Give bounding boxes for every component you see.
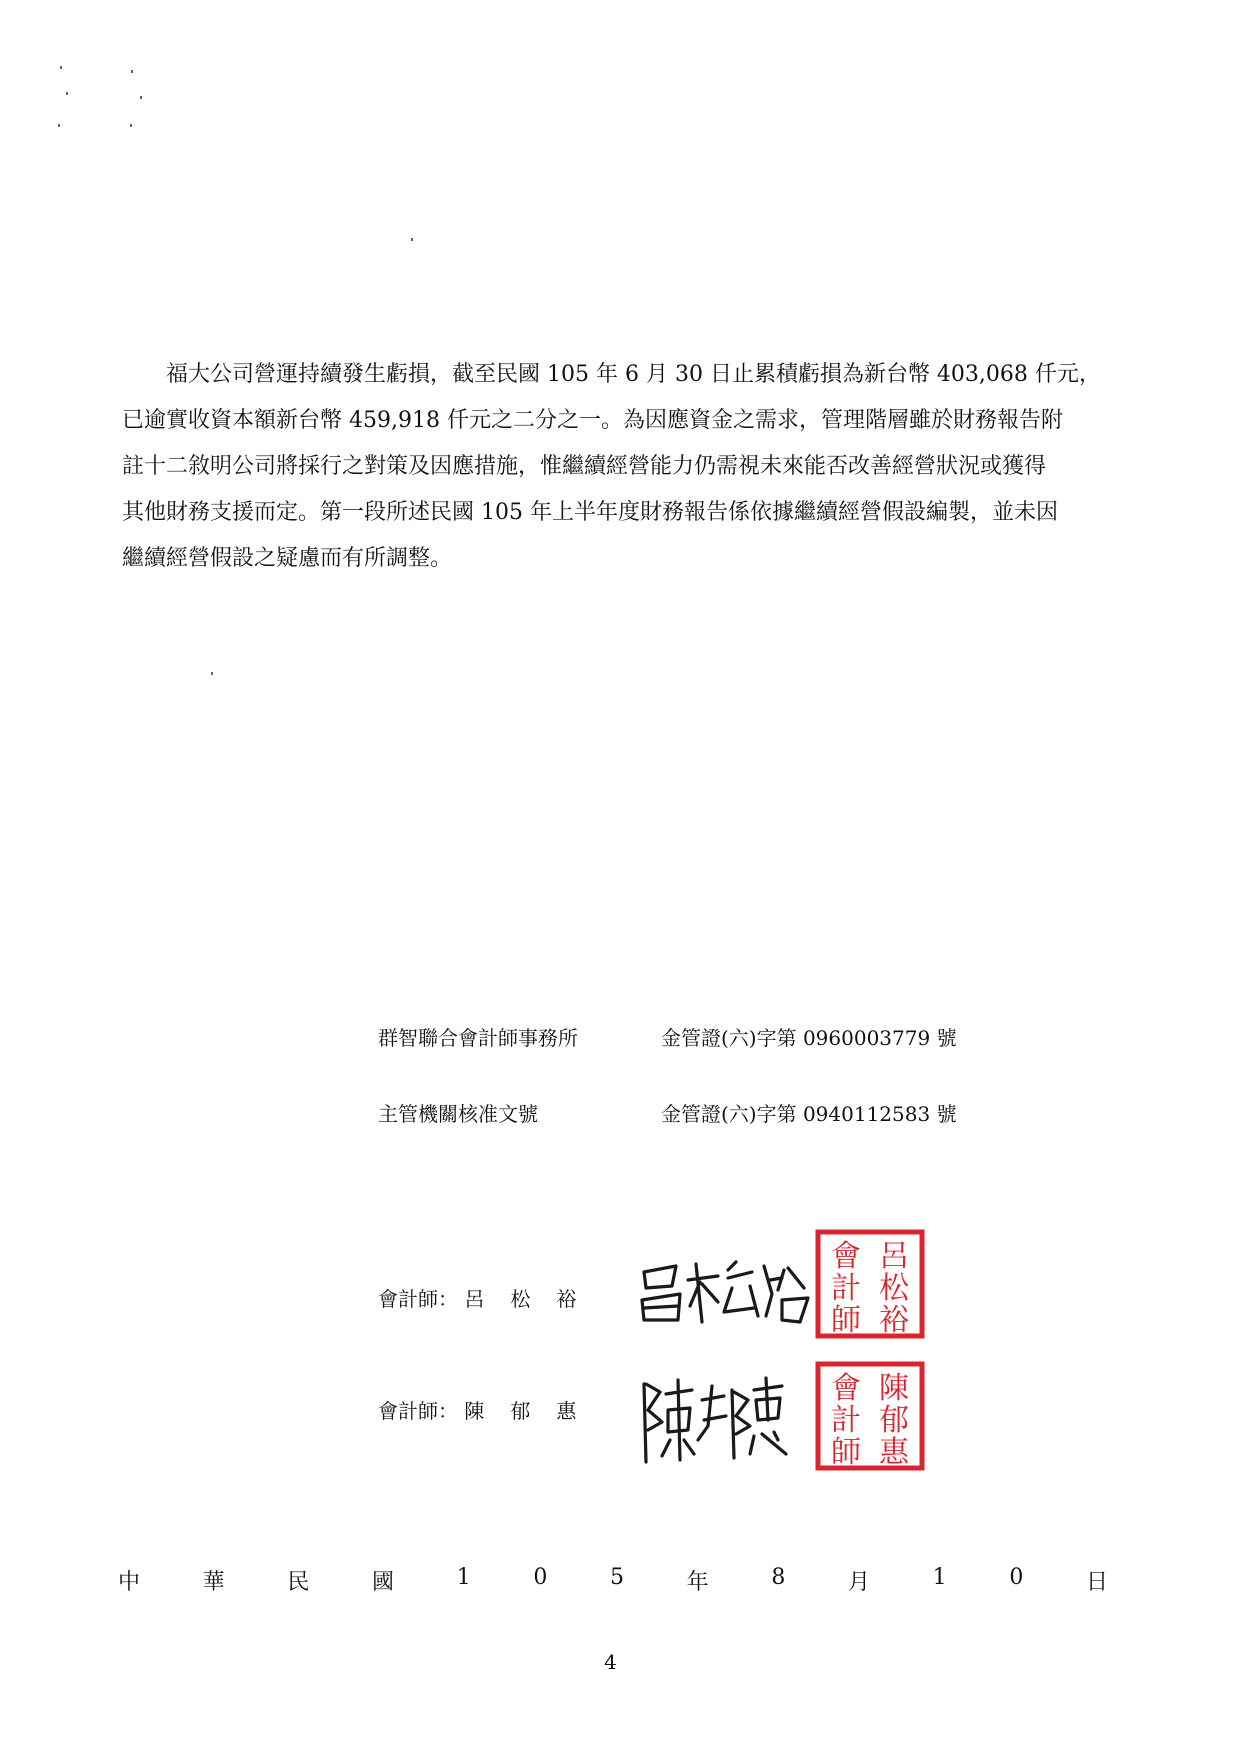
firm-license-number: 金管證(六)字第 0960003779 號 <box>661 1026 957 1050</box>
date-char: 0 <box>533 1565 548 1590</box>
scan-speck <box>211 672 213 675</box>
paragraph-line: 福大公司營運持續發生虧損，截至民國 105 年 6 月 30 日止累積虧損為新台幣 403,068 仟元， <box>166 362 1101 387</box>
seal-char: 惠 <box>879 1435 909 1470</box>
date-char: 民 <box>287 1570 310 1595</box>
seal-chen-yu-hui <box>814 1360 926 1472</box>
date-char: 5 <box>610 1565 624 1590</box>
paragraph-line: 繼續經營假設之疑慮而有所調整。 <box>122 546 453 571</box>
seal-char: 師 <box>831 1303 861 1338</box>
accountant-row-2 <box>378 1395 602 1424</box>
scan-speck <box>130 124 132 127</box>
seal-char: 陳 <box>879 1371 909 1406</box>
firm-name: 群智聯合會計師事務所 <box>378 1026 578 1050</box>
accountant-name-char: 呂 <box>464 1287 485 1311</box>
seal-char: 呂 <box>879 1239 909 1274</box>
paragraph-line: 已逾實收資本額新台幣 459,918 仟元之二分之一。為因應資金之需求，管理階層雖於財務報告附 <box>122 408 1063 433</box>
seal-char: 裕 <box>879 1303 909 1338</box>
seal-char: 計 <box>831 1403 861 1438</box>
scan-speck <box>58 124 60 127</box>
paragraph-line: 其他財務支援而定。第一段所述民國 105 年上半年度財務報告係依據繼續經營假設編製，並未因 <box>122 500 1058 525</box>
seal-char: 會 <box>831 1371 861 1406</box>
authority-label: 主管機關核准文號 <box>378 1102 538 1126</box>
date-char: 1 <box>932 1565 947 1590</box>
accountant-name-char: 郁 <box>510 1399 531 1423</box>
scan-speck <box>66 92 68 95</box>
accountant-name-char: 裕 <box>556 1287 577 1311</box>
accountant-title: 會計師： <box>378 1287 458 1311</box>
scan-speck <box>140 96 142 99</box>
seal-lu-song-yu <box>814 1228 926 1340</box>
accountant-title: 會計師： <box>378 1399 458 1423</box>
date-char: 國 <box>372 1570 395 1595</box>
body-paragraph <box>122 352 1122 582</box>
seal-char: 師 <box>831 1435 861 1470</box>
accountant-name-char: 松 <box>510 1287 531 1311</box>
report-date <box>118 1565 1108 1596</box>
date-char: 中 <box>118 1570 141 1595</box>
scan-speck <box>411 238 413 241</box>
accountant-name-char: 陳 <box>464 1399 485 1423</box>
accountant-row-1 <box>378 1283 602 1312</box>
seal-char: 會 <box>831 1239 861 1274</box>
signature-lu-song-yu <box>632 1250 828 1330</box>
date-char: 華 <box>202 1570 225 1595</box>
date-char: 0 <box>1009 1565 1024 1590</box>
signature-chen-yu-hui <box>636 1370 796 1470</box>
date-char: 月 <box>847 1570 870 1595</box>
date-char: 日 <box>1085 1570 1108 1595</box>
date-char: 年 <box>686 1570 709 1595</box>
firm-registration-row <box>378 1022 957 1051</box>
paragraph-line: 註十二敘明公司將採行之對策及因應措施，惟繼續經營能力仍需視未來能否改善經營狀況或獲得 <box>122 454 1047 479</box>
scan-speck <box>131 70 133 73</box>
authority-registration-row <box>378 1098 957 1127</box>
date-char: 8 <box>771 1565 786 1590</box>
authority-approval-number: 金管證(六)字第 0940112583 號 <box>661 1102 957 1126</box>
seal-char: 郁 <box>879 1403 909 1438</box>
seal-char: 松 <box>879 1271 909 1306</box>
scan-speck <box>60 66 62 69</box>
date-char: 1 <box>456 1565 471 1590</box>
accountant-name-char: 惠 <box>556 1399 577 1423</box>
page-number: 4 <box>604 1650 617 1674</box>
seal-char: 計 <box>831 1271 861 1306</box>
